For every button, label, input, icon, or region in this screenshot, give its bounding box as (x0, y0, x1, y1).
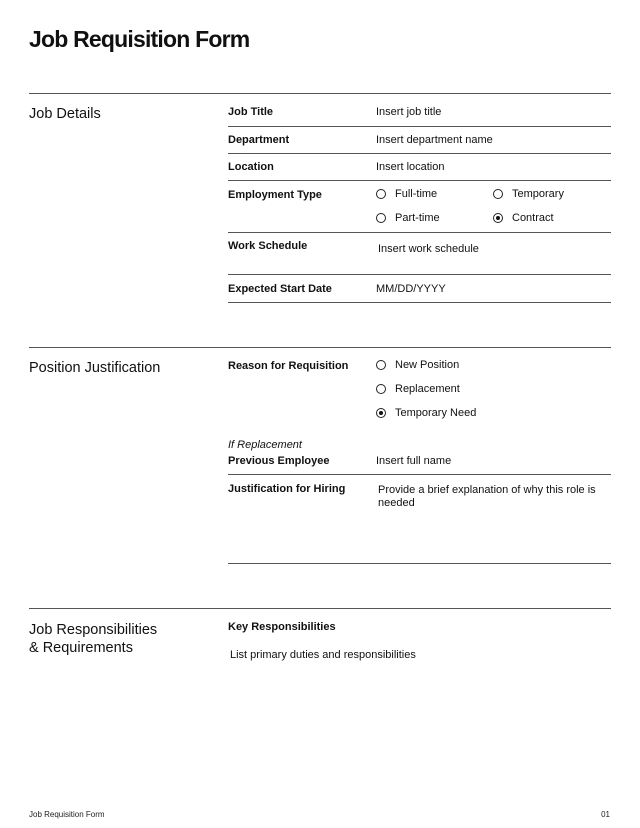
section-title-position-justification: Position Justification (29, 360, 161, 376)
row-divider (228, 474, 611, 475)
previous-employee-label: Previous Employee (228, 455, 330, 467)
page-title: Job Requisition Form (29, 26, 250, 52)
row-divider (228, 302, 611, 303)
radio-full-time[interactable] (376, 188, 437, 200)
justification-label: Justification for Hiring (228, 483, 346, 495)
if-replacement-note: If Replacement (228, 439, 302, 451)
radio-label-new-position: New Position (395, 359, 460, 371)
row-divider (228, 180, 611, 181)
radio-replacement[interactable] (376, 383, 460, 395)
radio-label-replacement: Replacement (395, 383, 460, 395)
page-number: 01 (601, 810, 610, 819)
radio-label-temporary-need: Temporary Need (395, 407, 477, 419)
key-responsibilities-label: Key Responsibilities (228, 621, 336, 633)
start-date-field[interactable]: MM/DD/YYYY (376, 283, 446, 295)
radio-circle-full-time[interactable] (376, 189, 386, 199)
responsibilities-field[interactable]: List primary duties and responsibilities (230, 649, 416, 661)
radio-label-full-time: Full-time (395, 188, 438, 200)
job-title-field[interactable]: Insert job title (376, 106, 442, 118)
row-divider (228, 126, 611, 127)
radio-contract[interactable] (493, 212, 554, 224)
section-title-line-2: & Requirements (29, 640, 133, 656)
row-divider (228, 153, 611, 154)
section-title-responsibilities (29, 621, 157, 657)
section-title-line-1: Job Responsibilities (29, 622, 158, 638)
row-divider (228, 563, 611, 564)
reason-label: Reason for Requisition (228, 360, 349, 372)
radio-label-temporary: Temporary (512, 188, 564, 200)
location-field[interactable]: Insert location (376, 161, 445, 173)
previous-employee-field[interactable]: Insert full name (376, 455, 452, 467)
section-divider (29, 608, 611, 609)
radio-circle-part-time[interactable] (376, 213, 386, 223)
section-title-job-details: Job Details (29, 106, 101, 122)
row-divider (228, 232, 611, 233)
radio-part-time[interactable] (376, 212, 440, 224)
location-label: Location (228, 161, 274, 173)
start-date-label: Expected Start Date (228, 283, 332, 295)
radio-circle-temporary[interactable] (493, 189, 503, 199)
radio-circle-temporary-need[interactable] (376, 408, 386, 418)
radio-new-position[interactable] (376, 359, 459, 371)
radio-circle-replacement[interactable] (376, 384, 386, 394)
section-divider (29, 93, 611, 94)
radio-temporary-need[interactable] (376, 407, 476, 419)
work-schedule-label: Work Schedule (228, 240, 308, 252)
radio-label-part-time: Part-time (395, 212, 440, 224)
department-label: Department (228, 134, 290, 146)
work-schedule-field[interactable]: Insert work schedule (378, 243, 479, 255)
radio-circle-new-position[interactable] (376, 360, 386, 370)
footer-title: Job Requisition Form (29, 810, 105, 819)
radio-temporary[interactable] (493, 188, 564, 200)
department-field[interactable]: Insert department name (376, 134, 493, 146)
section-divider (29, 347, 611, 348)
row-divider (228, 274, 611, 275)
radio-circle-contract[interactable] (493, 213, 503, 223)
justification-field[interactable]: Provide a brief explanation of why this role is needed (378, 484, 596, 509)
job-title-label: Job Title (228, 106, 274, 118)
radio-label-contract: Contract (512, 212, 554, 224)
employment-type-label: Employment Type (228, 189, 322, 201)
